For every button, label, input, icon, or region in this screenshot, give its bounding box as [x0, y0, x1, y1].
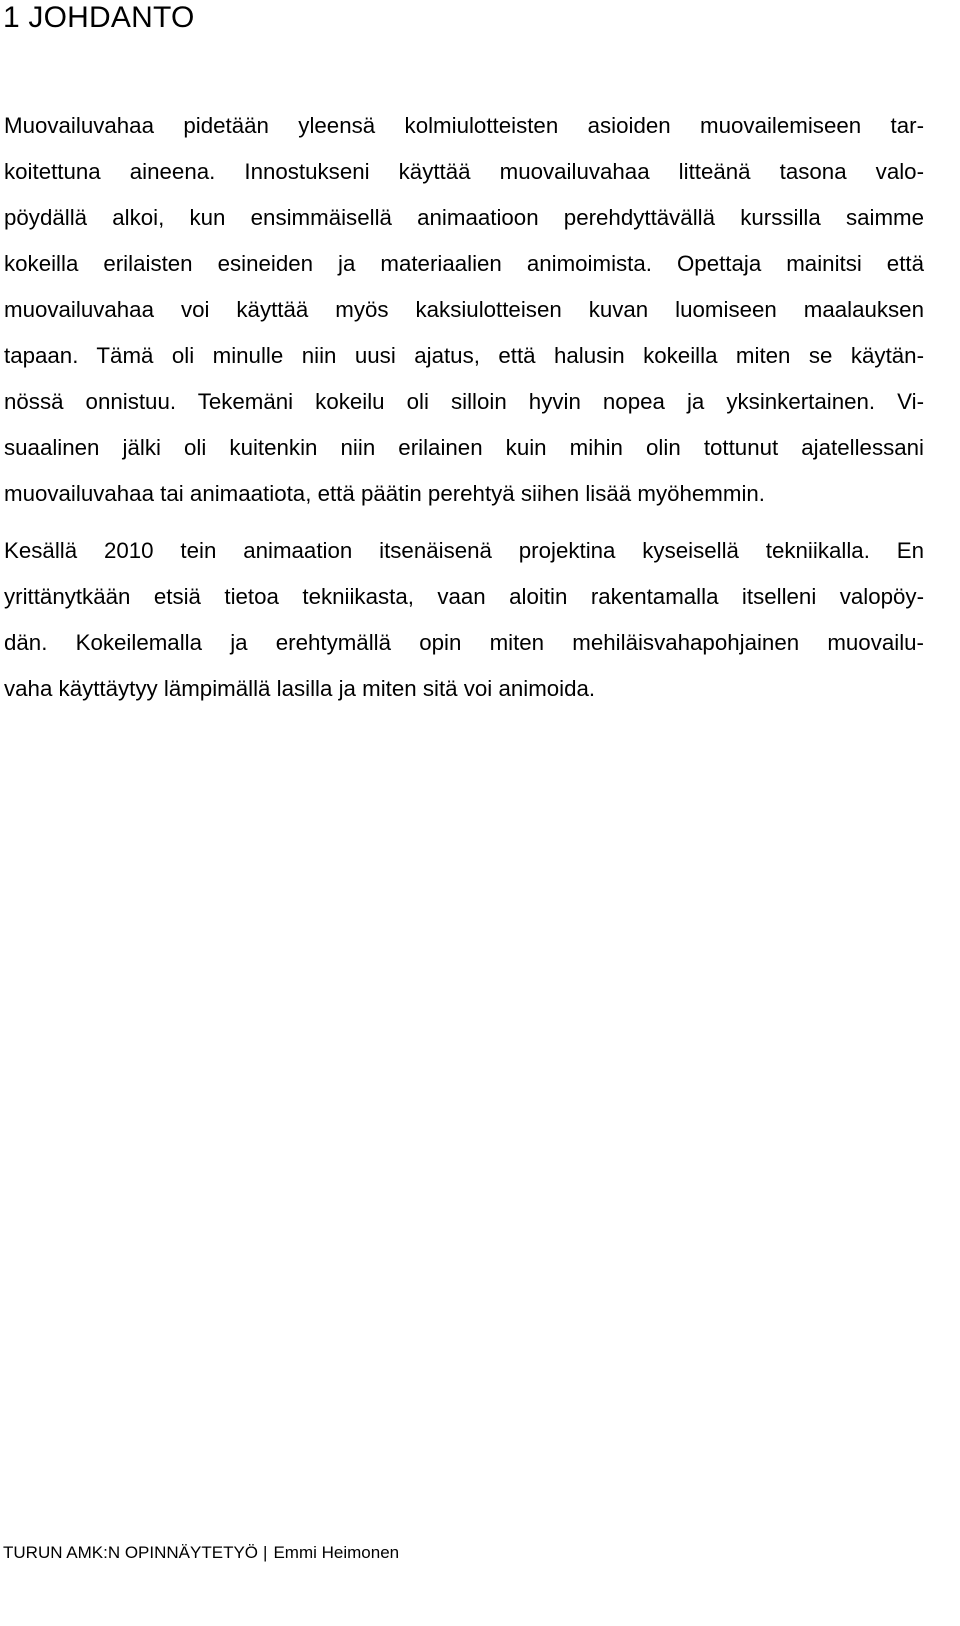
footer-separator: | — [263, 1543, 268, 1562]
paragraph-line: tapaan. Tämä oli minulle niin uusi ajatus, että halusin kokeilla miten se käytän- — [4, 343, 924, 368]
paragraph-line: vaha käyttäytyy lämpimällä lasilla ja miten sitä voi animoida. — [4, 676, 596, 701]
paragraph-1 — [4, 103, 924, 517]
chapter-heading: 1 JOHDANTO — [3, 1, 195, 34]
paragraph-line: kokeilla erilaisten esineiden ja materiaalien animoimista. Opettaja mainitsi että — [4, 251, 924, 276]
paragraph-line: nössä onnistuu. Tekemäni kokeilu oli silloin hyvin nopea ja yksinkertainen. Vi- — [4, 389, 924, 414]
paragraph-line: muovailuvahaa voi käyttää myös kaksiulotteisen kuvan luomiseen maalauksen — [4, 297, 924, 322]
paragraph-line: suaalinen jälki oli kuitenkin niin erilainen kuin mihin olin tottunut ajatellessani — [4, 435, 924, 460]
paragraph-2 — [4, 528, 924, 712]
page-footer — [3, 1541, 399, 1565]
paragraph-line: muovailuvahaa tai animaatiota, että päätin perehtyä siihen lisää myöhemmin. — [4, 481, 766, 506]
paragraph-line: koitettuna aineena. Innostukseni käyttää muovailuvahaa litteänä tasona valo- — [4, 159, 924, 184]
paragraph-line: pöydällä alkoi, kun ensimmäisellä animaatioon perehdyttävällä kurssilla saimme — [4, 205, 924, 230]
footer-author: Emmi Heimonen — [273, 1543, 400, 1562]
paragraph-line: dän. Kokeilemalla ja erehtymällä opin miten mehiläisvahapohjainen muovailu- — [4, 630, 924, 655]
paragraph-line: Muovailuvahaa pidetään yleensä kolmiulotteisten asioiden muovailemiseen tar- — [4, 113, 924, 138]
footer-institution: TURUN AMK:N OPINNÄYTETYÖ — [3, 1543, 259, 1562]
paragraph-line: Kesällä 2010 tein animaation itsenäisenä projektina kyseisellä tekniikalla. En — [4, 538, 924, 563]
paragraph-line: yrittänytkään etsiä tietoa tekniikasta, vaan aloitin rakentamalla itselleni valopöy- — [4, 584, 924, 609]
